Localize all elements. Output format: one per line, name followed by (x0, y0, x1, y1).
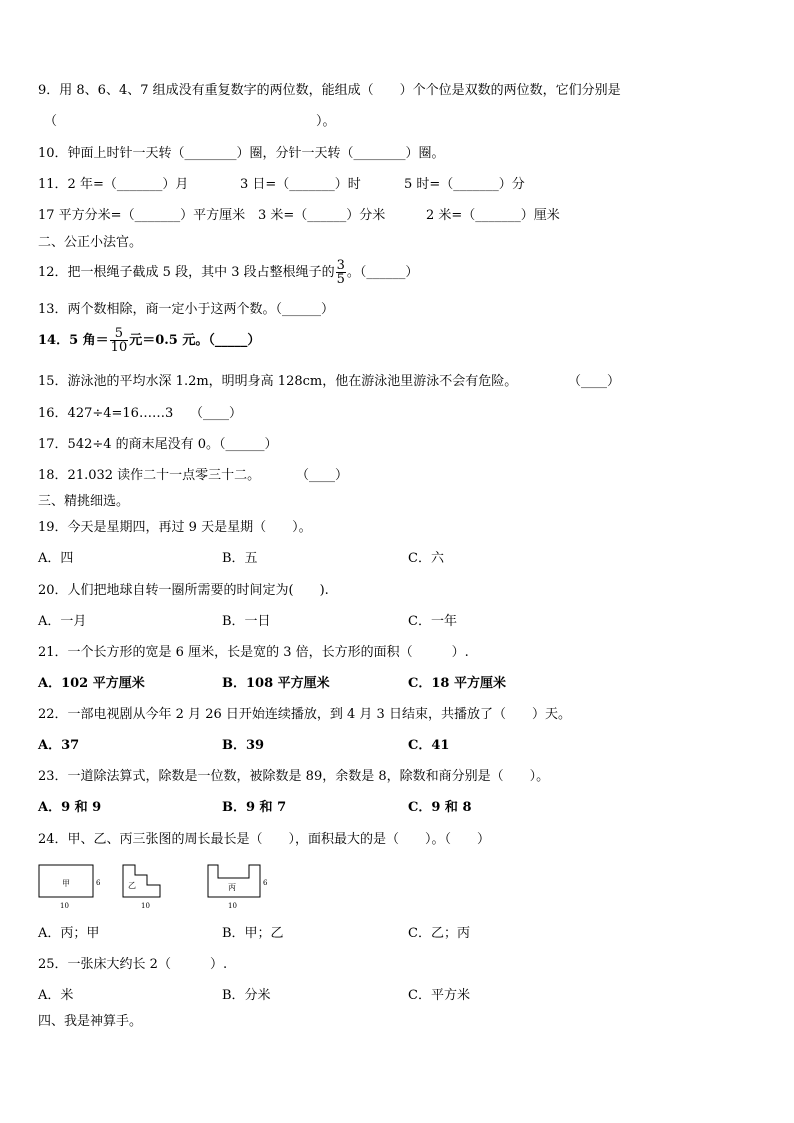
option-c[interactable]: C．41 (408, 738, 450, 753)
question-12-blank: 。（______） (346, 265, 419, 280)
option-a[interactable]: A．丙；甲 (38, 926, 100, 941)
question-13: 13．两个数相除，商一定小于这两个数。（______） (38, 302, 335, 317)
question-21: 21．一个长方形的宽是 6 厘米，长是宽的 3 倍，长方形的面积（ ）. (38, 645, 469, 660)
question-9-blank-close: ）。 (316, 114, 336, 129)
figure-bing-width: 10 (228, 902, 237, 910)
figure-yi (123, 865, 160, 910)
figure-bing-label: 丙 (228, 883, 236, 892)
fraction-numerator: 5 (110, 327, 129, 341)
question-11-b: 3 日=（_______）时 (240, 177, 361, 192)
section-3-heading: 三、精挑细选。 (38, 494, 130, 509)
option-c[interactable]: C．乙；丙 (408, 926, 470, 941)
section-2-heading: 二、公正小法官。 (38, 235, 143, 250)
option-b[interactable]: B．分米 (222, 988, 271, 1003)
question-18-blank: （____） (296, 468, 349, 483)
fraction (110, 327, 129, 354)
figure-bing-height: 6 (263, 879, 268, 887)
question-9: 9．用 8、6、4、7 组成没有重复数字的两位数，能组成（ ）个个位是双数的两位数，它们分别是 (38, 83, 621, 98)
question-10: 10．钟面上时针一天转（________）圈，分针一天转（________）圈。 (38, 146, 445, 161)
perimeter-figures (36, 860, 276, 912)
option-a[interactable]: A．37 (38, 738, 80, 753)
option-b[interactable]: B．五 (222, 551, 258, 566)
question-12-text: 12．把一根绳子截成 5 段，其中 3 段占整根绳子的 (38, 265, 335, 280)
figure-jia-height: 6 (96, 879, 101, 887)
question-9-blank-open: （ (44, 114, 58, 129)
question-23: 23．一道除法算式，除数是一位数，被除数是 89，余数是 8，除数和商分别是（ ）。 (38, 769, 550, 784)
option-a[interactable]: A．9 和 9 (38, 800, 102, 815)
option-c[interactable]: C．一年 (408, 614, 457, 629)
option-a[interactable]: A．米 (38, 988, 74, 1003)
option-c[interactable]: C．18 平方厘米 (408, 676, 506, 691)
question-14-blank: 元＝0.5 元。（_____） (129, 333, 261, 348)
option-a[interactable]: A．102 平方厘米 (38, 676, 145, 691)
question-15-blank: （____） (568, 374, 621, 389)
fraction-denominator: 10 (110, 340, 128, 355)
question-24: 24．甲、乙、丙三张图的周长最长是（ ），面积最大的是（ ）。（ ） (38, 832, 491, 847)
question-11-c: 5 时=（_______）分 (404, 177, 525, 192)
fraction-numerator: 3 (336, 258, 345, 273)
question-17: 17．542÷4 的商末尾没有 0。（______） (38, 437, 278, 452)
figure-jia-width: 10 (60, 902, 69, 910)
option-c[interactable]: C．平方米 (408, 988, 470, 1003)
question-14 (38, 326, 260, 356)
option-b[interactable]: B．9 和 7 (222, 800, 287, 815)
question-22: 22．一部电视剧从今年 2 月 26 日开始连续播放，到 4 月 3 日结束，共播放了（ ）天。 (38, 707, 571, 722)
figure-jia-label: 甲 (62, 879, 70, 888)
section-4-heading: 四、我是神算手。 (38, 1014, 143, 1029)
fraction (336, 259, 346, 286)
option-b[interactable]: B．一日 (222, 614, 271, 629)
option-a[interactable]: A．四 (38, 551, 74, 566)
question-14-text: 14．5 角＝ (38, 333, 109, 348)
question-16-blank: （____） (190, 406, 243, 421)
figure-yi-label: 乙 (128, 881, 136, 890)
option-b[interactable]: B．108 平方厘米 (222, 676, 330, 691)
question-25: 25．一张床大约长 2（ ）. (38, 957, 228, 972)
question-11-e: 3 米=（______）分米 (258, 208, 386, 223)
question-11-a: 11．2 年=（_______）月 (38, 177, 189, 192)
figure-jia (39, 865, 101, 910)
question-11-f: 2 米=（_______）厘米 (426, 208, 560, 223)
question-15: 15．游泳池的平均水深 1.2m，明明身高 128cm，他在游泳池里游泳不会有危险。 (38, 374, 518, 389)
question-20: 20．人们把地球自转一圈所需要的时间定为( ). (38, 583, 329, 598)
question-16: 16．427÷4=16……3 (38, 406, 174, 421)
figure-bing (208, 865, 268, 910)
fraction-denominator: 5 (336, 272, 345, 287)
option-c[interactable]: C．9 和 8 (408, 800, 472, 815)
question-19: 19．今天是星期四，再过 9 天是星期（ ）。 (38, 520, 312, 535)
question-12 (38, 258, 418, 288)
question-11-d: 17 平方分米=（_______）平方厘米 (38, 208, 246, 223)
option-b[interactable]: B．39 (222, 738, 265, 753)
option-a[interactable]: A．一月 (38, 614, 87, 629)
option-b[interactable]: B．甲；乙 (222, 926, 284, 941)
option-c[interactable]: C．六 (408, 551, 444, 566)
question-18: 18．21.032 读作二十一点零三十二。 (38, 468, 261, 483)
figure-yi-width: 10 (141, 902, 150, 910)
